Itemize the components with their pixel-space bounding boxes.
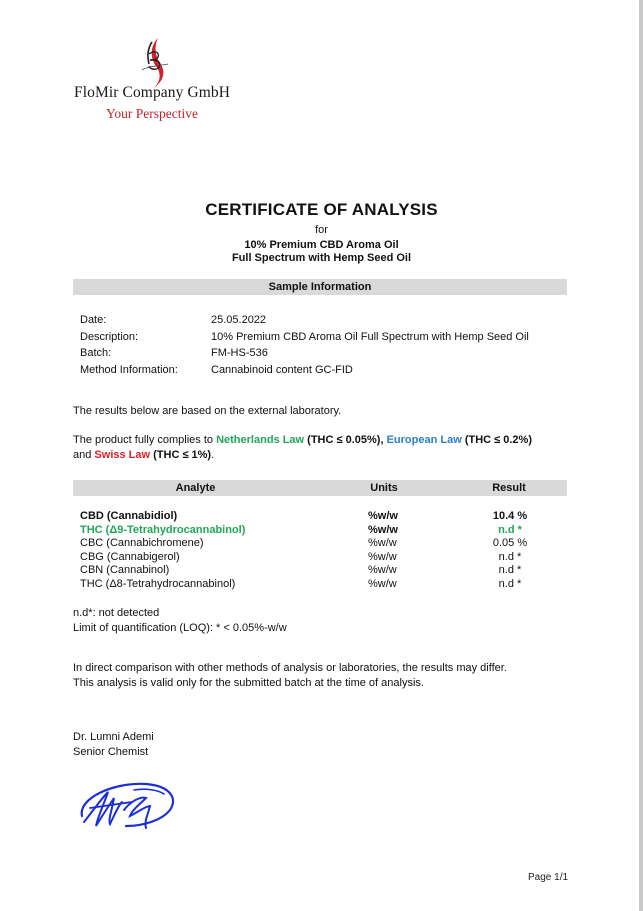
analyte-cell: THC (Δ9-Tetrahydrocannabinol) — [80, 523, 246, 536]
company-name: FloMir Company GmbH — [74, 84, 231, 101]
swiss-limit: (THC ≤ 1%) — [150, 449, 212, 461]
signature-icon — [74, 776, 179, 836]
analyte-cell: CBD (Cannabidiol) — [80, 510, 178, 522]
sample-info-row — [80, 345, 529, 362]
table-row — [80, 551, 570, 565]
sample-info-row — [80, 329, 529, 346]
page-edge — [639, 0, 643, 911]
company-logo — [60, 30, 260, 130]
product-name — [0, 239, 643, 265]
european-law: European Law — [386, 434, 462, 446]
sample-info-value: FM-HS-536 — [211, 347, 268, 359]
company-tagline: Your Perspective — [106, 106, 198, 121]
sample-information — [80, 312, 529, 378]
analyte-cell: CBG (Cannabigerol) — [80, 550, 180, 563]
table-row — [80, 578, 570, 592]
result-cell: n.d * — [498, 550, 522, 563]
units-cell: %w/w — [368, 537, 397, 549]
disclaimer — [73, 661, 507, 691]
page-number: Page 1/1 — [528, 872, 569, 883]
results-table-header — [73, 480, 567, 496]
result-cell: n.d * — [498, 523, 522, 536]
analyte-cell: CBC (Cannabichromene) — [80, 537, 204, 549]
product-line-1: 10% Premium CBD Aroma Oil — [244, 239, 399, 251]
signatory-name: Dr. Lumni Ademi — [73, 731, 154, 743]
sample-info-label: Date: — [80, 314, 107, 326]
sample-info-value: 25.05.2022 — [211, 314, 267, 326]
table-row — [80, 564, 570, 578]
result-cell: n.d * — [498, 564, 522, 576]
compliance-prefix: The product fully complies to — [73, 434, 217, 446]
table-row — [80, 537, 570, 551]
compliance-statement — [73, 433, 583, 463]
header-result: Result — [492, 482, 526, 494]
swiss-law: Swiss Law — [94, 449, 151, 461]
signatory-title: Senior Chemist — [73, 746, 149, 758]
units-cell: %w/w — [368, 523, 398, 536]
sample-information-heading: Sample Information — [73, 279, 567, 295]
european-limit: (THC ≤ 0.2%) — [461, 434, 532, 446]
sample-info-label: Method Information: — [80, 363, 178, 376]
disclaimer-line-2: This analysis is valid only for the submitted batch at the time of analysis. — [73, 677, 424, 689]
product-line-2: Full Spectrum with Hemp Seed Oil — [231, 252, 412, 264]
comma: , — [380, 434, 387, 446]
units-cell: %w/w — [368, 564, 397, 576]
sample-info-value: Cannabinoid content GC-FID — [211, 363, 353, 376]
header-units: Units — [370, 482, 398, 494]
not-detected-note: n.d*: not detected — [73, 607, 160, 619]
sample-info-row — [80, 362, 529, 379]
sample-info-label: Batch: — [80, 347, 112, 359]
units-cell: %w/w — [368, 510, 398, 522]
header-analyte: Analyte — [175, 482, 216, 494]
signatory — [73, 730, 154, 760]
table-row — [80, 510, 570, 524]
sample-info-row — [80, 312, 529, 329]
notes — [73, 606, 287, 636]
units-cell: %w/w — [368, 577, 397, 590]
result-cell: n.d * — [498, 577, 522, 590]
period: . — [211, 449, 215, 461]
flomir-logo-icon — [140, 36, 170, 88]
disclaimer-line-1: In direct comparison with other methods of analysis or laboratories, the results may differ. — [73, 662, 507, 674]
units-cell: %w/w — [368, 550, 397, 563]
results-table — [80, 510, 570, 591]
document-title: CERTIFICATE OF ANALYSIS — [205, 200, 438, 219]
table-row — [80, 524, 570, 538]
loq-note: Limit of quantification (LOQ): * < 0.05%-w/w — [73, 622, 287, 634]
result-cell: 10.4 % — [492, 510, 528, 522]
analyte-cell: CBN (Cannabinol) — [80, 564, 170, 576]
and-text: and — [73, 449, 95, 461]
result-cell: 0.05 % — [492, 537, 528, 549]
sample-info-label: Description: — [80, 330, 139, 343]
analyte-cell: THC (Δ8-Tetrahydrocannabinol) — [80, 577, 236, 590]
netherlands-law: Netherlands Law — [216, 434, 305, 446]
for-label: for — [315, 224, 328, 236]
sample-info-value: 10% Premium CBD Aroma Oil Full Spectrum with Hemp Seed Oil — [211, 330, 529, 343]
netherlands-limit: (THC ≤ 0.05%) — [304, 434, 381, 446]
external-lab-statement: The results below are based on the external laboratory. — [73, 405, 342, 417]
